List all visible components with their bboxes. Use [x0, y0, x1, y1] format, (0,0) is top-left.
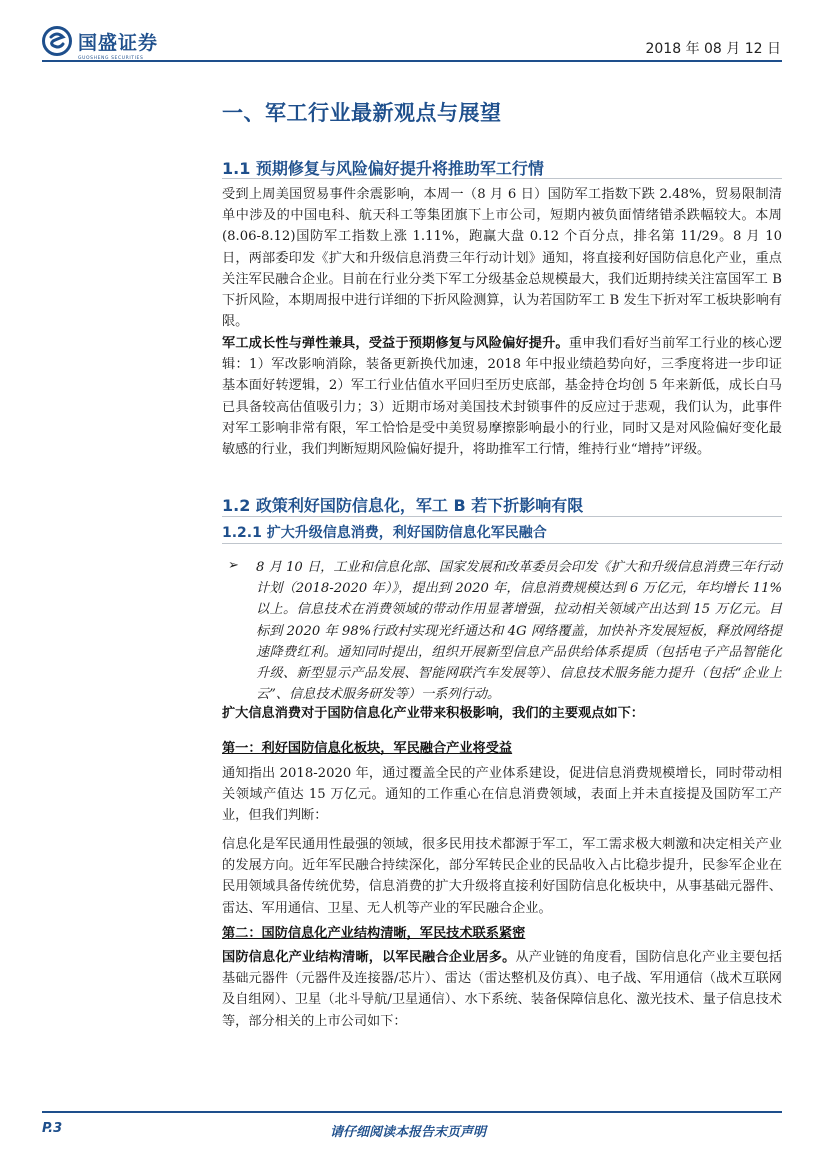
- brand-logo: [42, 26, 159, 61]
- point-two-title: 第二：国防信息化产业结构清晰，军民技术联系紧密: [222, 926, 526, 941]
- page-number: P.3: [42, 1121, 63, 1136]
- paragraph-core-logic: [222, 333, 782, 460]
- disclaimer-note: 请仔细阅读本报告末页声明: [330, 1125, 487, 1140]
- brand-name: 国盛证券: [78, 31, 159, 54]
- point-one-paragraph-1: 通知指出 2018-2020 年，通过覆盖全民的产业体系建设，促进信息消费规模增长，同时带动相关领域产值达 15 万亿元。通知的工作重心在信息消费领域，表面上并未直接提及国防军工产业，但我们判断：: [222, 766, 782, 824]
- header-divider: [42, 60, 782, 62]
- core-logic-body: 重申我们看好当前军工行业的核心逻辑：1）军改影响消除，装备更新换代加速，2018 年中报业绩趋势向好，三季度将进一步印证基本面好转逻辑，2）军工行业估值水平回归至历史底部，基金持仓均创 5 年来新低，成长白马已具备较高估值吸引力；3）近期市场对美国技术封锁事件的反应过于悲观，我们认为，此事件对军工影响非常有限，军工恰恰是受中美贸易摩擦影响最小的行业，同时又是对风险偏好变化最敏感的行业，我们判断短期风险偏好提升，将助推军工行情，维持行业“增持”评级。: [222, 336, 783, 458]
- heading-1-1: 1.1 预期修复与风险偏好提升将推助军工行情: [222, 159, 544, 178]
- brand-tagline: GUOSHENG SECURITIES: [78, 56, 144, 61]
- guosheng-logo-icon: [42, 26, 72, 56]
- point-two-body: 从产业链的角度看，国防信息化产业主要包括基础元器件（元器件及连接器/芯片）、雷达（雷达整机及仿真）、电子战、军用通信（战术互联网及自组网）、卫星（北斗导航/卫星通信）、水下系统、装备保障信息化、激光技术、量子信息技术等，部分相关的上市公司如下：: [222, 950, 783, 1029]
- arrow-bullet-icon: ➢: [228, 558, 239, 573]
- footer-divider: [42, 1111, 782, 1113]
- policy-bullet-text: 8 月 10 日，工业和信息化部、国家发展和改革委员会印发《扩大和升级信息消费三年行动计划（2018-2020 年）》，提出到 2020 年，信息消费规模达到 6 万亿元，年均增长 11%以上。信息技术在消费领域的带动作用显著增强，拉动相关领域产出达到 15 万亿元。目标到 2020 年 98%行政村实现光纤通达和 4G 网络覆盖，加快补齐发展短板，释放网络提速降费红利。通知同时提出，组织开展新型信息产品供给体系提质（包括电子产品智能化升级、新型显示产品发展、智能网联汽车发展等）、信息技术服务能力提升（包括“企业上云”、信息技术服务研发等）一系列行动。: [256, 560, 782, 703]
- point-one-title: 第一：利好国防信息化板块，军民融合产业将受益: [222, 741, 513, 756]
- point-two-paragraph: [222, 947, 782, 1032]
- paragraph-market-review: 受到上周美国贸易事件余震影响，本周一（8 月 6 日）国防军工指数下跌 2.48%，贸易限制清单中涉及的中国电科、航天科工等集团旗下上市公司，短期内被负面情绪错杀跌幅较大。本周(8.06-8.12)国防军工指数上涨 1.11%，跑赢大盘 0.12 个百分点，排名第 11/29。8 月 10 日，两部委印发《扩大和升级信息消费三年行动计划》通知，将直接利好国防信息化产业，重点关注军民融合企业。目前在行业分类下军工分级基金总规模最大，我们近期持续关注富国军工 B 下折风险，本期周报中进行详细的下折风险测算，认为若国防军工 B 发生下折对军工板块影响有限。: [222, 187, 782, 330]
- section-title: 一、军工行业最新观点与展望: [222, 101, 502, 125]
- report-date: 2018 年 08 月 12 日: [645, 41, 781, 57]
- point-two-lead: 国防信息化产业结构清晰，以军民融合企业居多。: [222, 950, 516, 965]
- heading-divider: [222, 516, 782, 517]
- heading-1-2: 1.2 政策利好国防信息化，军工 B 若下折影响有限: [222, 496, 584, 515]
- heading-divider: [222, 543, 782, 544]
- core-logic-lead: 军工成长性与弹性兼具，受益于预期修复与风险偏好提升。: [222, 336, 569, 351]
- main-view-lead: 扩大信息消费对于国防信息化产业带来积极影响，我们的主要观点如下：: [222, 706, 644, 721]
- heading-1-2-1: 1.2.1 扩大升级信息消费，利好国防信息化军民融合: [222, 525, 547, 541]
- point-one-paragraph-2: 信息化是军民通用性最强的领域，很多民用技术都源于军工，军工需求极大刺激和决定相关产业的发展方向。近年军民融合持续深化，部分军转民企业的民品收入占比稳步提升，民参军企业在民用领域具备传统优势，信息消费的扩大升级将直接利好国防信息化板块中，从事基础元器件、雷达、军用通信、卫星、无人机等产业的军民融合企业。: [222, 837, 782, 916]
- heading-divider: [222, 178, 782, 179]
